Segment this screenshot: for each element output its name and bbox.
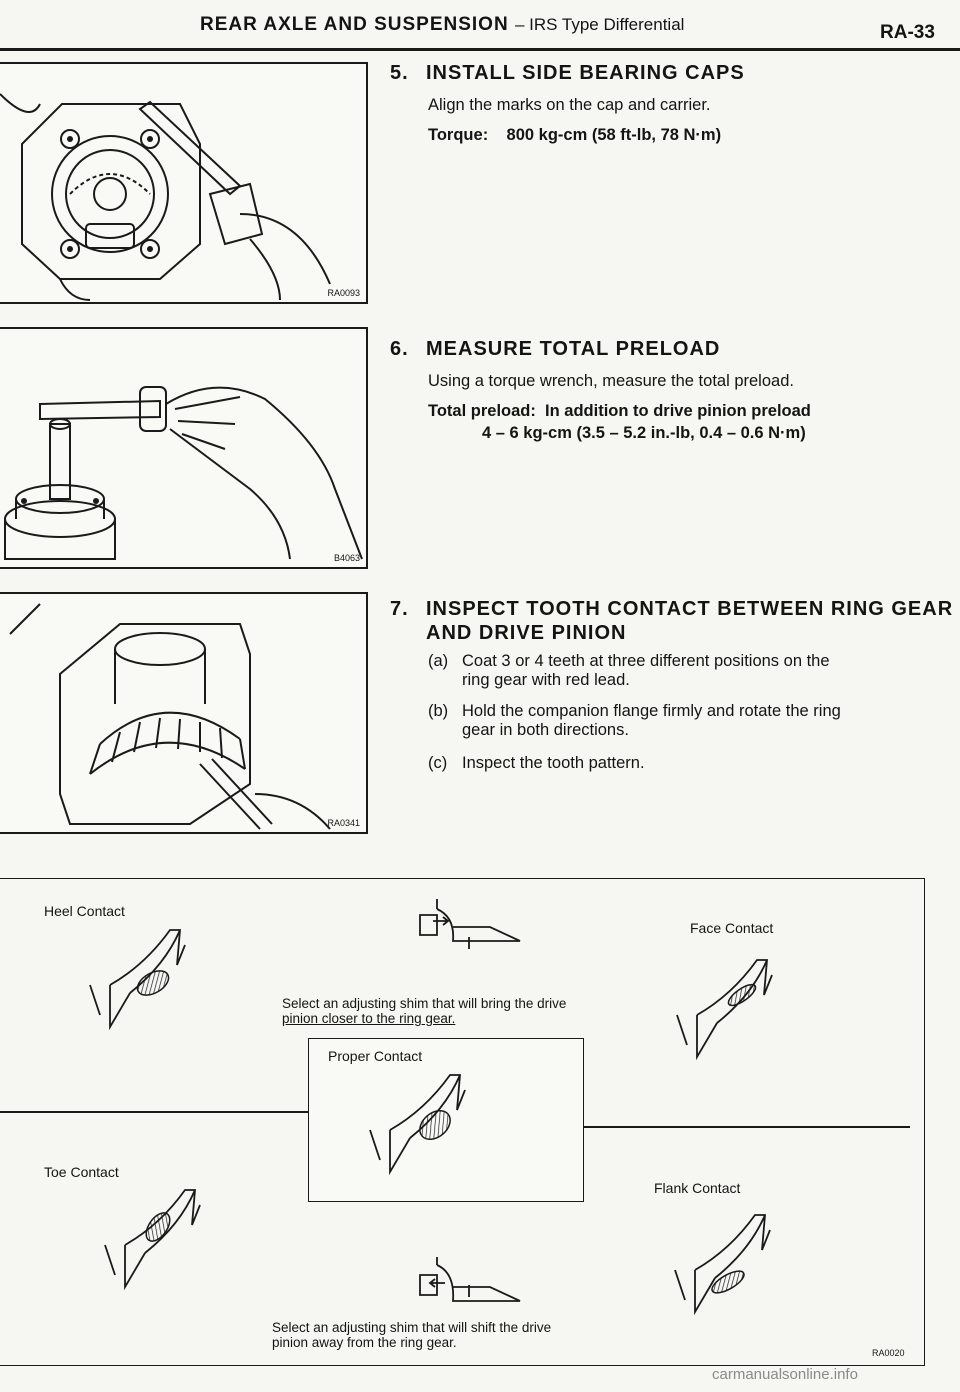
watermark: carmanualsonline.info	[712, 1366, 858, 1383]
torque-label: Torque:	[428, 126, 489, 144]
preload-label: Total preload:	[428, 402, 536, 420]
torque-value: 800 kg-cm (58 ft-lb, 78 N·m)	[506, 126, 722, 144]
face-contact-tooth	[672, 955, 802, 1065]
step-7-item-b	[428, 702, 841, 740]
proper-contact-label: Proper Contact	[328, 1048, 423, 1064]
step-7-title	[390, 598, 953, 621]
divider-right	[582, 1126, 910, 1128]
divider-left	[0, 1111, 308, 1113]
figure-code: RA0341	[327, 818, 360, 828]
step-7-title-line2: AND DRIVE PINION	[426, 622, 627, 644]
side-bearing-cap-illustration	[0, 64, 366, 302]
face-contact-label: Face Contact	[690, 920, 774, 936]
closer-caption-line1: Select an adjusting shim that will bring the drive	[282, 996, 567, 1011]
page-header-title	[200, 14, 684, 36]
step-7-item-a	[428, 652, 830, 690]
figure-code: B4063	[333, 553, 360, 563]
header-title-main: REAR AXLE AND SUSPENSION	[200, 14, 509, 35]
item-text-cont: ring gear with red lead.	[462, 671, 630, 689]
step-5-torque	[428, 124, 721, 146]
ring-gear-illustration	[0, 594, 366, 832]
away-caption-line2: pinion away from the ring gear.	[272, 1335, 457, 1350]
step-6-title	[390, 338, 720, 361]
step-heading: INSTALL SIDE BEARING CAPS	[426, 62, 745, 84]
item-text: Inspect the tooth pattern.	[462, 754, 645, 772]
preload-value: In addition to drive pinion preload	[545, 402, 811, 420]
pinion-closer-symbol	[415, 895, 535, 955]
flank-contact-label: Flank Contact	[654, 1180, 741, 1196]
pinion-away-symbol	[415, 1255, 535, 1315]
step-number: 5.	[390, 62, 409, 84]
item-text-cont: gear in both directions.	[462, 721, 629, 739]
preload-range: 4 – 6 kg-cm (3.5 – 5.2 in.-lb, 0.4 – 0.6 N·m)	[482, 424, 806, 442]
item-label: (b)	[428, 702, 449, 720]
item-text: Coat 3 or 4 teeth at three different positions on the	[462, 652, 830, 670]
step-7-item-c	[428, 754, 645, 773]
toe-contact-label: Toe Contact	[44, 1164, 119, 1180]
figure-code: RA0093	[327, 288, 360, 298]
away-caption-line1: Select an adjusting shim that will shift the drive	[272, 1320, 552, 1335]
heel-contact-label: Heel Contact	[44, 903, 125, 919]
step-heading: MEASURE TOTAL PRELOAD	[426, 338, 721, 360]
closer-caption	[282, 996, 566, 1026]
step-heading-line1: INSPECT TOOTH CONTACT BETWEEN RING GEAR	[426, 598, 954, 620]
toe-contact-tooth	[100, 1185, 230, 1295]
step-5-title	[390, 62, 745, 85]
closer-caption-line2: pinion closer to the ring gear.	[282, 1011, 456, 1026]
header-rule	[0, 48, 960, 51]
step-number: 7.	[390, 598, 409, 620]
step-6-preload	[428, 400, 811, 422]
figure-measure-preload	[0, 327, 368, 569]
heel-contact-tooth	[85, 925, 215, 1035]
away-caption	[272, 1320, 551, 1350]
step-number: 6.	[390, 338, 409, 360]
page-number: RA-33	[880, 22, 935, 43]
item-label: (c)	[428, 754, 448, 772]
item-label: (a)	[428, 652, 449, 670]
torque-wrench-illustration	[0, 329, 366, 567]
header-subtitle: – IRS Type Differential	[514, 15, 685, 34]
step-5-text: Align the marks on the cap and carrier.	[428, 96, 711, 114]
footer-figure-code: RA0020	[872, 1348, 905, 1358]
figure-side-bearing-caps	[0, 62, 368, 304]
flank-contact-tooth	[670, 1210, 800, 1320]
step-6-text: Using a torque wrench, measure the total preload.	[428, 372, 794, 390]
item-text: Hold the companion flange firmly and rotate the ring	[462, 702, 841, 720]
proper-contact-tooth	[365, 1070, 505, 1180]
figure-tooth-contact	[0, 592, 368, 834]
